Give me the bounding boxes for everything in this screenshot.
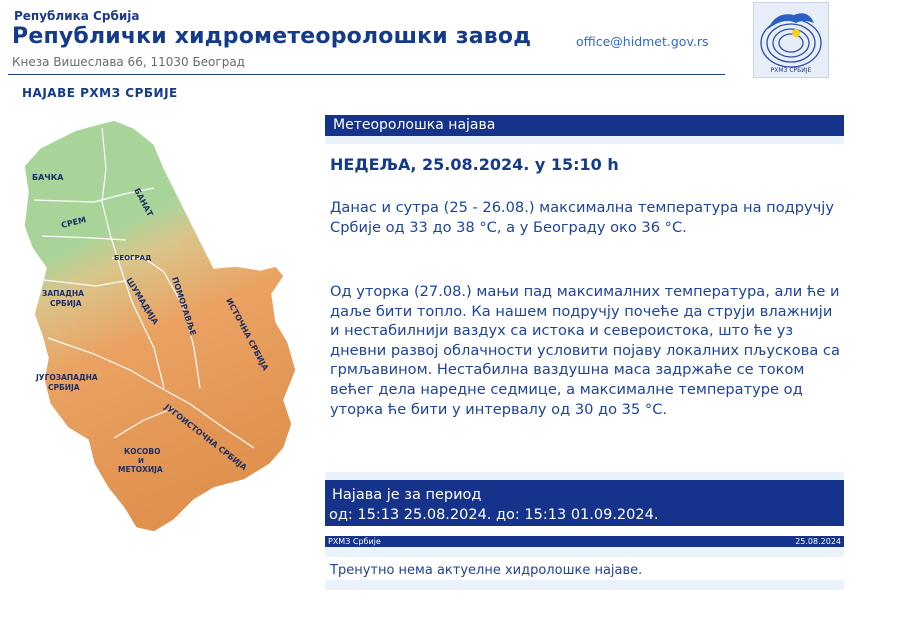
- region-label-banat: БАНАТ: [132, 186, 155, 218]
- region-label-jugozapadna-srbija: СРБИЈА: [48, 383, 80, 392]
- period-bar: [325, 480, 844, 526]
- region-label-metohija: МЕТОХИЈА: [118, 465, 163, 474]
- region-label-pomoravlje: ПОМОРАВЉЕ: [170, 275, 198, 337]
- region-label-jugoistocna-srbija: ЈУГОИСТОЧНА СРБИЈА: [162, 402, 249, 473]
- band-divider: [325, 580, 844, 590]
- logo-emblem-icon: [754, 3, 828, 77]
- region-label-zapadna: ЗАПАДНА: [42, 289, 84, 298]
- region-label-istocna-srbija: ИСТОЧНА СРБИЈА: [224, 296, 271, 373]
- region-label-jugozapadna: ЈУГОЗАПАДНА: [36, 373, 98, 382]
- serbia-region-map[interactable]: [14, 108, 314, 538]
- logo-text: РХМЗ СРБИЈЕ: [770, 67, 812, 74]
- period-label: Најава је за период: [332, 487, 482, 503]
- rhmz-logo[interactable]: [753, 2, 829, 78]
- band-divider: [325, 547, 844, 557]
- region-label-beograd: БЕОГРАД: [114, 254, 152, 262]
- footer-date: 25.08.2024: [795, 537, 841, 546]
- address-text: Кнеза Вишеслава 66, 11030 Београд: [12, 55, 245, 69]
- section-title: НАЈАВЕ РХМЗ СРБИЈЕ: [22, 86, 178, 100]
- band-divider: [325, 472, 844, 480]
- region-label-zapadna-srbija: СРБИЈА: [50, 299, 82, 308]
- region-label-backa: БАЧКА: [32, 173, 64, 182]
- forecast-date: НЕДЕЉА, 25.08.2024. у 15:10 h: [330, 155, 619, 174]
- region-label-srem: СРЕМ: [60, 215, 87, 230]
- period-range: од: 15:13 25.08.2024. до: 15:13 01.09.2024.: [329, 507, 659, 523]
- footer-source: РХМЗ Србије: [328, 537, 381, 546]
- region-label-i: И: [138, 457, 144, 465]
- region-label-sumadija: ШУМАДИЈА: [124, 276, 161, 327]
- band-divider: [325, 136, 844, 144]
- forecast-paragraph-2: Од уторка (27.08.) мањи пад максималних температура, али ће и даље бити топло. Ка нашем подручју почеће да струји влажнији и нестабилнији ваздух са истока и североистока, што ће уз дневни развој облачности условити појаву локалних пљускова са грмљавином. Нестабилна ваздушна маса задржаће се током већег дела наредне седмице, а максималне температуре од уторка ће бити у интервалу од 30 до 35 °C.: [330, 283, 840, 418]
- region-label-kosovo: КОСОВО: [124, 447, 161, 456]
- hydro-note: Тренутно нема актуелне хидролошке најаве.: [330, 563, 643, 578]
- forecast-heading-bar: Метеоролошка најава: [325, 115, 844, 136]
- email-link[interactable]: office@hidmet.gov.rs: [576, 34, 709, 49]
- forecast-footer-bar: [325, 536, 844, 547]
- site-header: [0, 0, 900, 80]
- republic-label: Република Србија: [14, 9, 140, 23]
- forecast-paragraph-1: Данас и сутра (25 - 26.08.) максимална температура на подручју Србије од 33 до 38 °C, а у Београду око 36 °C.: [330, 199, 834, 236]
- header-divider: [8, 74, 725, 75]
- institute-title[interactable]: Републички хидрометеоролошки завод: [12, 24, 532, 49]
